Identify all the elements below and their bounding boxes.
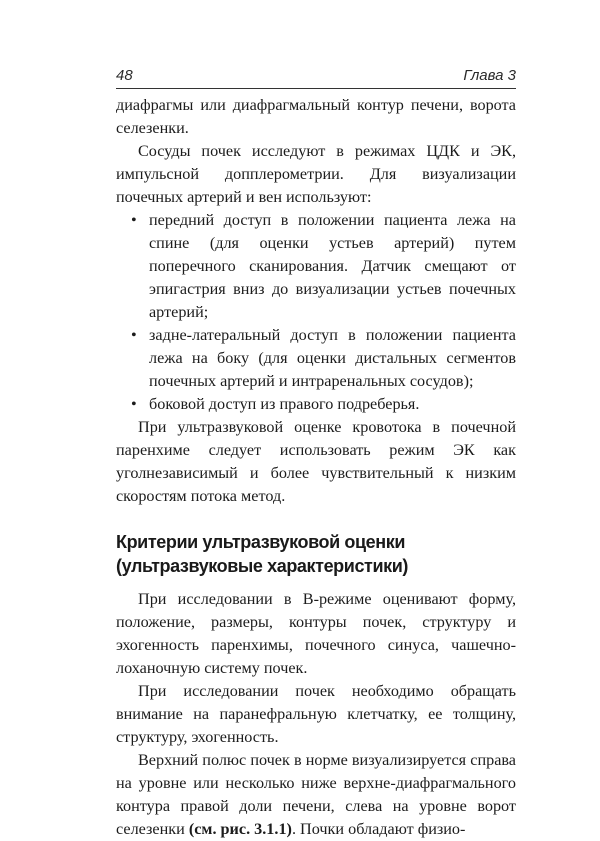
section-heading	[116, 530, 516, 578]
page-body	[116, 94, 516, 841]
list-item: • боковой доступ из правого подреберья.	[127, 393, 516, 416]
header-rule	[116, 88, 516, 89]
figure-reference[interactable]: (см. рис. 3.1.1)	[188, 820, 292, 838]
paragraph-upper-pole	[116, 749, 516, 841]
paragraph-vessels: Сосуды почек исследуют в режимах ЦДК и ЭК, импульсной допплерометрии. Для визуализации почечных артерий и вен используют:	[116, 142, 516, 206]
paragraph-paranephral: При исследовании почек необходимо обращать внимание на паранефральную клетчатку, ее толщину, структуру, эхогенность.	[116, 682, 516, 746]
paragraph-b-mode: При исследовании в В-режиме оценивают форму, положение, размеры, контуры почек, структуру и эхогенность паренхимы, почечного синуса, чашечно-лоханочную систему почек.	[116, 590, 516, 677]
page-number: 48	[116, 67, 133, 84]
paragraph-blood-flow: При ультразвуковой оценке кровотока в почечной паренхиме следует использовать режим ЭК как уголнезависимый и более чувствительный к низким скоростям потока метод.	[116, 418, 516, 505]
access-list	[116, 209, 516, 416]
upper-pole-text: Верхний полюс почек в норме визуализируется справа на уровне или несколько ниже верхне-диафрагмального контура правой доли печени, слева на уровне ворот селезенки	[116, 751, 516, 838]
chapter-title: Глава 3	[463, 67, 516, 84]
running-header	[116, 67, 516, 84]
paragraph-continued: диафрагмы или диафрагмальный контур печени, ворота селезенки.	[116, 96, 516, 137]
upper-pole-text-end: . Почки обладают физио-	[291, 820, 466, 838]
list-item: • передний доступ в положении пациента лежа на спине (для оценки устьев артерий) путем поперечного сканирования. Датчик смещают от эпигастрия вниз до визуализации устьев почечных артерий;	[127, 209, 516, 324]
list-item: • задне-латеральный доступ в положении пациента лежа на боку (для оценки дистальных сегментов почечных артерий и интраренальных сосудов);	[127, 324, 516, 393]
section-heading-line-2: (ультразвуковые характеристики)	[116, 556, 409, 576]
section-heading-line-1: Критерии ультразвуковой оценки	[116, 532, 405, 552]
